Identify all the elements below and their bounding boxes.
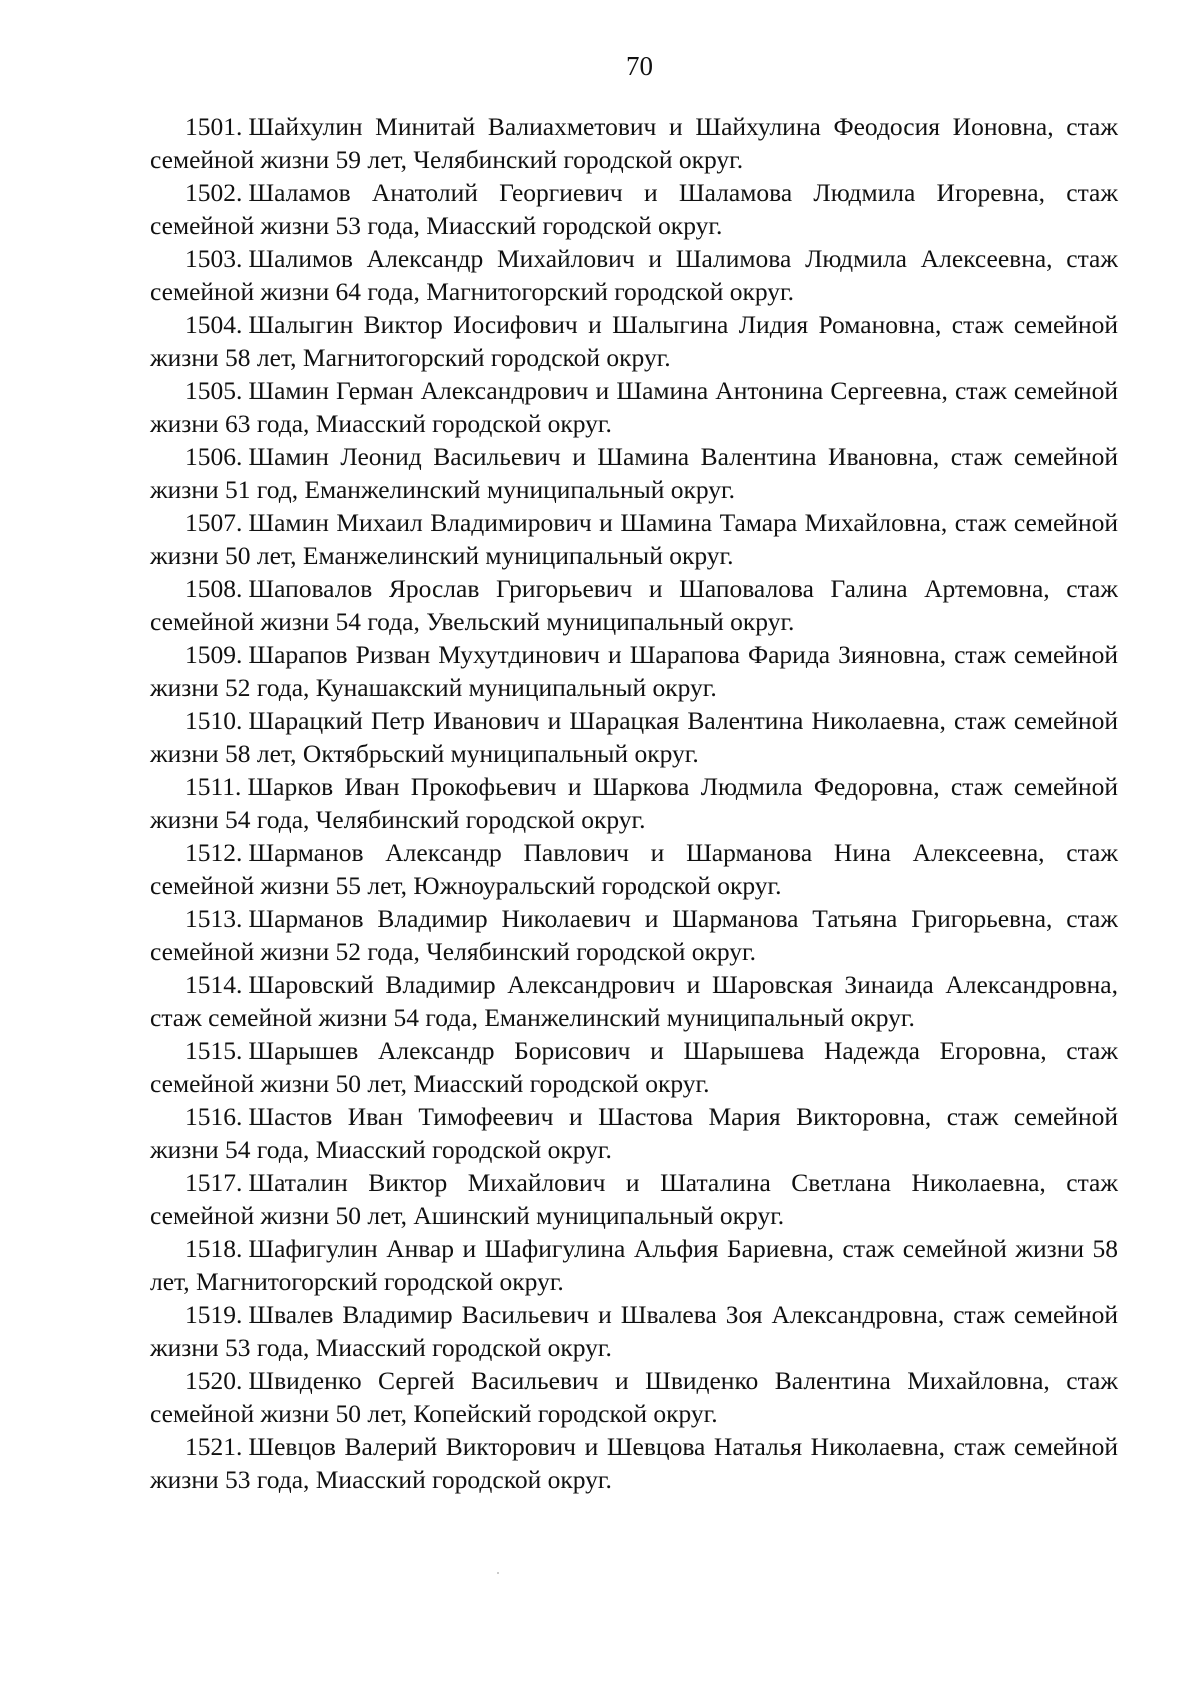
entry-text: Шарков Иван Прокофьевич и Шаркова Людмила Федоровна, стаж семейной жизни 54 года, Челябинский городской округ. bbox=[150, 772, 1118, 834]
list-item bbox=[150, 638, 1118, 704]
entry-number: 1502. bbox=[185, 178, 243, 207]
entry-text: Шарманов Владимир Николаевич и Шарманова Татьяна Григорьевна, стаж семейной жизни 52 года, Челябинский городской округ. bbox=[150, 904, 1118, 966]
entry-text: Шамин Михаил Владимирович и Шамина Тамара Михайловна, стаж семейной жизни 50 лет, Еманжелинский муниципальный округ. bbox=[150, 508, 1118, 570]
list-item bbox=[150, 308, 1118, 374]
list-item bbox=[150, 1298, 1118, 1364]
list-item bbox=[150, 506, 1118, 572]
list-item bbox=[150, 1232, 1118, 1298]
entry-number: 1509. bbox=[185, 640, 243, 669]
scan-speck bbox=[497, 1572, 499, 1574]
list-item bbox=[150, 770, 1118, 836]
entry-text: Шаповалов Ярослав Григорьевич и Шаповалова Галина Артемовна, стаж семейной жизни 54 года, Увельский муниципальный округ. bbox=[150, 574, 1118, 636]
entry-text: Шарышев Александр Борисович и Шарышева Надежда Егоровна, стаж семейной жизни 50 лет, Миасский городской округ. bbox=[150, 1036, 1118, 1098]
entry-number: 1513. bbox=[185, 904, 243, 933]
list-item bbox=[150, 1364, 1118, 1430]
list-item bbox=[150, 1100, 1118, 1166]
entry-number: 1511. bbox=[185, 772, 242, 801]
entry-number: 1516. bbox=[185, 1102, 243, 1131]
entry-text: Швалев Владимир Васильевич и Швалева Зоя Александровна, стаж семейной жизни 53 года, Миасский городской округ. bbox=[150, 1300, 1118, 1362]
list-item bbox=[150, 110, 1118, 176]
entry-text: Шайхулин Минитай Валиахметович и Шайхулина Феодосия Ионовна, стаж семейной жизни 59 лет, Челябинский городской округ. bbox=[150, 112, 1118, 174]
entry-number: 1504. bbox=[185, 310, 243, 339]
list-item bbox=[150, 1034, 1118, 1100]
entry-number: 1503. bbox=[185, 244, 243, 273]
list-item bbox=[150, 704, 1118, 770]
entry-number: 1508. bbox=[185, 574, 243, 603]
entry-number: 1505. bbox=[185, 376, 243, 405]
entry-text: Шастов Иван Тимофеевич и Шастова Мария Викторовна, стаж семейной жизни 54 года, Миасский городской округ. bbox=[150, 1102, 1118, 1164]
entry-text: Шарацкий Петр Иванович и Шарацкая Валентина Николаевна, стаж семейной жизни 58 лет, Октябрьский муниципальный округ. bbox=[150, 706, 1118, 768]
entry-text: Швиденко Сергей Васильевич и Швиденко Валентина Михайловна, стаж семейной жизни 50 лет, Копейский городской округ. bbox=[150, 1366, 1118, 1428]
list-item bbox=[150, 1166, 1118, 1232]
list-item bbox=[150, 968, 1118, 1034]
list-item bbox=[150, 374, 1118, 440]
list-item bbox=[150, 1430, 1118, 1496]
entry-list bbox=[150, 110, 1118, 1496]
entry-text: Шарапов Ризван Мухутдинович и Шарапова Фарида Зияновна, стаж семейной жизни 52 года, Кунашакский муниципальный округ. bbox=[150, 640, 1118, 702]
entry-number: 1521. bbox=[185, 1432, 243, 1461]
entry-text: Шамин Герман Александрович и Шамина Антонина Сергеевна, стаж семейной жизни 63 года, Миасский городской округ. bbox=[150, 376, 1118, 438]
entry-text: Шевцов Валерий Викторович и Шевцова Наталья Николаевна, стаж семейной жизни 53 года, Миасский городской округ. bbox=[150, 1432, 1118, 1494]
entry-number: 1518. bbox=[185, 1234, 243, 1263]
entry-number: 1517. bbox=[185, 1168, 243, 1197]
entry-text: Шалыгин Виктор Иосифович и Шалыгина Лидия Романовна, стаж семейной жизни 58 лет, Магнитогорский городской округ. bbox=[150, 310, 1118, 372]
list-item bbox=[150, 176, 1118, 242]
list-item bbox=[150, 572, 1118, 638]
list-item bbox=[150, 836, 1118, 902]
entry-number: 1510. bbox=[185, 706, 243, 735]
page-number: 70 bbox=[626, 51, 653, 81]
entry-number: 1512. bbox=[185, 838, 243, 867]
entry-number: 1506. bbox=[185, 442, 243, 471]
entry-number: 1520. bbox=[185, 1366, 243, 1395]
entry-number: 1514. bbox=[185, 970, 243, 999]
entry-text: Шаламов Анатолий Георгиевич и Шаламова Людмила Игоревна, стаж семейной жизни 53 года, Миасский городской округ. bbox=[150, 178, 1118, 240]
list-item bbox=[150, 902, 1118, 968]
entry-text: Шаталин Виктор Михайлович и Шаталина Светлана Николаевна, стаж семейной жизни 50 лет, Ашинский муниципальный округ. bbox=[150, 1168, 1118, 1230]
entry-number: 1501. bbox=[185, 112, 243, 141]
list-item bbox=[150, 440, 1118, 506]
entry-text: Шамин Леонид Васильевич и Шамина Валентина Ивановна, стаж семейной жизни 51 год, Еманжелинский муниципальный округ. bbox=[150, 442, 1118, 504]
entry-number: 1519. bbox=[185, 1300, 243, 1329]
entry-text: Шарманов Александр Павлович и Шарманова Нина Алексеевна, стаж семейной жизни 55 лет, Южноуральский городской округ. bbox=[150, 838, 1118, 900]
entry-text: Шафигулин Анвар и Шафигулина Альфия Бариевна, стаж семейной жизни 58 лет, Магнитогорский городской округ. bbox=[150, 1234, 1118, 1296]
entry-number: 1515. bbox=[185, 1036, 243, 1065]
list-item bbox=[150, 242, 1118, 308]
entry-text: Шалимов Александр Михайлович и Шалимова Людмила Алексеевна, стаж семейной жизни 64 года, Магнитогорский городской округ. bbox=[150, 244, 1118, 306]
entry-number: 1507. bbox=[185, 508, 243, 537]
entry-text: Шаровский Владимир Александрович и Шаровская Зинаида Александровна, стаж семейной жизни 54 года, Еманжелинский муниципальный округ. bbox=[150, 970, 1118, 1032]
